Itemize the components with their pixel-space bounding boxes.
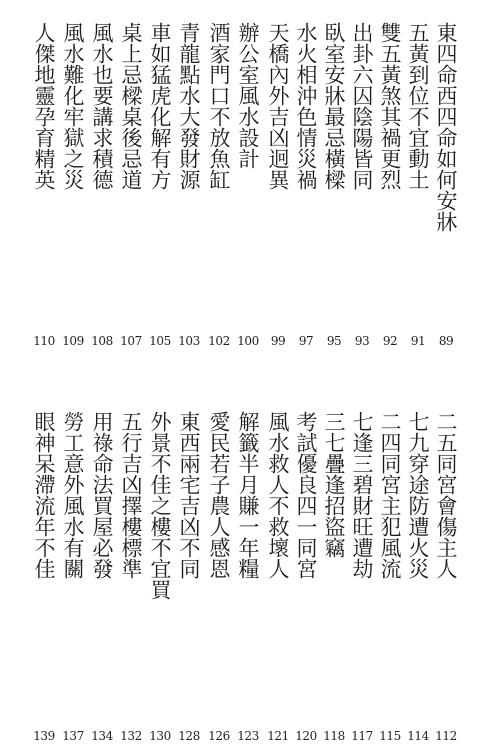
toc-entry-page: 92	[382, 334, 398, 348]
toc-entry-title: 臥室安牀最忌橫樑	[322, 22, 346, 190]
toc-entry-title: 水火相沖色情災禍	[294, 22, 318, 190]
toc-entry-title: 解籤半月賺一年糧	[236, 411, 260, 579]
toc-entry-title: 雙五黃煞其禍更烈	[378, 22, 402, 190]
toc-entry	[147, 375, 173, 750]
toc-entry	[206, 0, 232, 375]
toc-entry	[176, 375, 202, 750]
toc-entry	[405, 0, 431, 375]
toc-entry-title: 五行吉凶擇樓標準	[119, 411, 143, 579]
toc-entry-page: 117	[351, 729, 373, 743]
toc-entry	[60, 0, 86, 375]
toc-entry-title: 三七疊逢招盜竊	[322, 411, 346, 558]
toc-entry-page: 120	[295, 729, 317, 743]
toc-entry	[235, 0, 261, 375]
toc-entry-page: 89	[438, 334, 454, 348]
toc-entry-title: 二四同宮主犯風流	[378, 411, 402, 579]
toc-entry-page: 118	[323, 729, 345, 743]
toc-entry-title: 七逢三碧財旺遭劫	[350, 411, 374, 579]
toc-entry	[31, 0, 57, 375]
toc-entry-title: 勞工意外風水有關	[61, 411, 85, 579]
toc-entry-page: 114	[407, 729, 429, 743]
toc-entry	[293, 375, 319, 750]
toc-entry	[176, 0, 202, 375]
toc-entry	[60, 375, 86, 750]
toc-entry	[206, 375, 232, 750]
toc-entry-page: 134	[91, 729, 113, 743]
toc-entry-title: 人傑地靈孕育精英	[32, 22, 56, 190]
toc-entry	[265, 375, 291, 750]
toc-entry-title: 風水救人不救壞人	[266, 411, 290, 579]
toc-entry	[349, 0, 375, 375]
toc-entry-title: 二五同宮會傷主人	[434, 411, 458, 579]
toc-entry-title: 辦公室風水設計	[236, 22, 260, 169]
toc-entry-title: 出卦六囚陰陽皆同	[350, 22, 374, 190]
toc-entry-title: 五黃到位不宜動土	[406, 22, 430, 190]
toc-entry-page: 132	[120, 729, 142, 743]
toc-entry	[118, 0, 144, 375]
toc-lower-section	[0, 375, 488, 750]
toc-entry-title: 用祿命法買屋必發	[90, 411, 114, 579]
toc-entry-page: 102	[208, 334, 230, 348]
toc-entry-page: 112	[435, 729, 457, 743]
toc-entry-title: 酒家門口不放魚缸	[207, 22, 231, 190]
toc-entry-title: 眼神呆滯流年不佳	[32, 411, 56, 579]
toc-entry-title: 東西兩宅吉凶不同	[177, 411, 201, 579]
toc-entry-page: 110	[33, 334, 55, 348]
toc-entry	[31, 375, 57, 750]
toc-entry-page: 99	[270, 334, 286, 348]
toc-entry-title: 七九穿途防遭火災	[406, 411, 430, 579]
toc-entry-title: 東四命西四命如何安牀	[434, 22, 458, 232]
toc-entry	[349, 375, 375, 750]
toc-entry-title: 桌上忌樑桌後忌道	[119, 22, 143, 190]
toc-entry	[265, 0, 291, 375]
toc-entry-title: 考試優良四一同宮	[294, 411, 318, 579]
toc-entry-title: 風水難化牢獄之災	[61, 22, 85, 190]
toc-entry-page: 137	[62, 729, 84, 743]
toc-entry-title: 青龍點水大發財源	[177, 22, 201, 190]
toc-entry	[89, 0, 115, 375]
toc-entry-page: 123	[237, 729, 259, 743]
toc-entry-title: 車如猛虎化解有方	[148, 22, 172, 190]
toc-entry-page: 139	[33, 729, 55, 743]
toc-entry	[377, 0, 403, 375]
toc-entry-page: 126	[208, 729, 230, 743]
toc-entry-page: 128	[178, 729, 200, 743]
toc-entry-page: 121	[267, 729, 289, 743]
toc-entry	[433, 0, 459, 375]
toc-entry-page: 93	[354, 334, 370, 348]
toc-entry	[321, 0, 347, 375]
toc-entry-page: 95	[326, 334, 342, 348]
toc-entry-page: 105	[149, 334, 171, 348]
toc-entry	[89, 375, 115, 750]
toc-entry-title: 外景不佳之樓不宜買	[148, 411, 172, 600]
toc-entry-page: 91	[410, 334, 426, 348]
toc-entry-page: 109	[62, 334, 84, 348]
toc-entry	[321, 375, 347, 750]
toc-entry	[433, 375, 459, 750]
toc-entry-page: 107	[120, 334, 142, 348]
toc-entry-page: 103	[178, 334, 200, 348]
toc-entry-title: 天橋內外吉凶迥異	[266, 22, 290, 190]
toc-entry	[293, 0, 319, 375]
toc-entry	[405, 375, 431, 750]
toc-entry	[235, 375, 261, 750]
toc-entry-page: 97	[298, 334, 314, 348]
toc-entry	[147, 0, 173, 375]
toc-entry	[118, 375, 144, 750]
toc-entry-page: 115	[379, 729, 401, 743]
toc-entry-page: 108	[91, 334, 113, 348]
toc-entry-page: 130	[149, 729, 171, 743]
toc-entry-page: 100	[237, 334, 259, 348]
toc-entry	[377, 375, 403, 750]
toc-entry-title: 風水也要講求積德	[90, 22, 114, 190]
toc-entry-title: 愛民若子農人感恩	[207, 411, 231, 579]
